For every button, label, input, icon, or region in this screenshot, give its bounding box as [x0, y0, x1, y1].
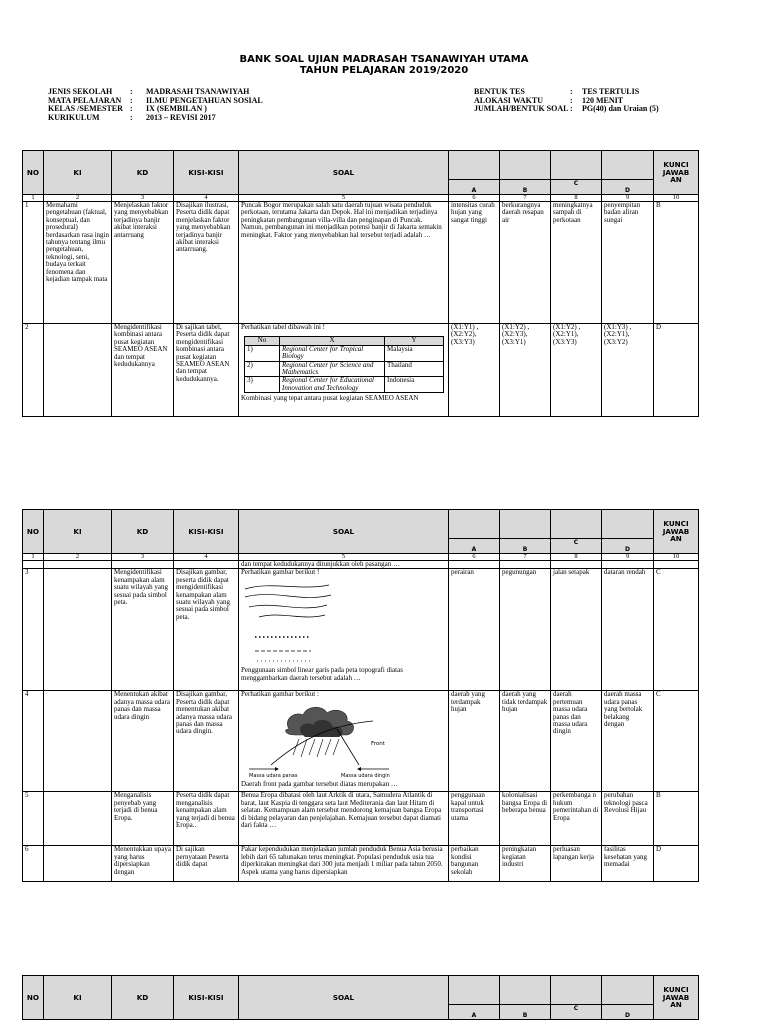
header-option-b: B	[500, 1005, 551, 1020]
option-c: meningkatnya sampah di perkotaan	[551, 202, 602, 324]
seameo-header-y: Y	[385, 337, 444, 345]
column-number: 10	[654, 554, 699, 561]
column-number: 10	[654, 195, 699, 202]
option-d: fasilitas kesehatan yang memadai	[602, 846, 654, 882]
front-label: Front	[371, 740, 385, 747]
question-number: 5	[23, 792, 44, 846]
question-kd: Menentukan akibat adanya massa udara panas dan massa udara dingin	[112, 691, 174, 792]
question-ki-empty	[44, 324, 112, 417]
header-option-a: A	[449, 1005, 500, 1020]
seameo-row	[245, 377, 444, 393]
seameo-no: 2)	[245, 361, 280, 377]
seameo-no: 1)	[245, 345, 280, 361]
meta-key: JENIS SEKOLAH	[48, 87, 113, 96]
meta-colon: :	[130, 95, 133, 105]
header-blank	[551, 510, 602, 539]
column-number: 2	[44, 195, 112, 202]
question-kd: Mengidentifikasi kenampakan alam suatu wilayah yang sesuai pada simbol peta.	[112, 569, 174, 691]
seameo-x: Regional Center for Tropical Biology	[280, 345, 385, 361]
option-d: penyempitan badan aliran sungai	[602, 202, 654, 324]
header-blank	[500, 510, 551, 539]
question-kd: Menganalisis penyebab yang terjadi di benua Eropa.	[112, 792, 174, 846]
cold-air-label: Massa udara dingin	[341, 772, 390, 779]
header-kunci-jawaban: KUNCI JAWAB AN	[654, 976, 699, 1020]
column-number: 5	[239, 554, 449, 561]
cell-empty	[551, 561, 602, 569]
question-kisi: Di sajikan tabel, Peserta didik dapat mengidentifikasi kombinasi antara pusat kegiatan SEAMEO ASEAN dan tempat kedudukannya.	[174, 324, 239, 417]
column-number: 6	[449, 195, 500, 202]
header-no: NO	[23, 976, 44, 1020]
question-number: 6	[23, 846, 44, 882]
option-b: peningkatan kegiatan industri	[500, 846, 551, 882]
question-kd: Mengidentifikasi kombinasi antara pusat kegiatan SEAMEO ASEAN dan tempat kedudukannya	[112, 324, 174, 417]
seameo-y: Thailand	[385, 361, 444, 377]
question-soal	[239, 691, 449, 792]
option-c: perkembanga n hukum pemerintahan di Eropa	[551, 792, 602, 846]
column-number: 2	[44, 554, 112, 561]
question-ki-empty	[44, 569, 112, 691]
meta-value: 120 MENIT	[582, 95, 624, 105]
soal-continuation: dan tempat kedudukannya ditunjukkan oleh pasangan …	[239, 561, 449, 569]
column-number: 8	[551, 195, 602, 202]
answer-key: B	[654, 792, 699, 846]
meta-right	[474, 88, 659, 114]
header-soal: SOAL	[239, 510, 449, 554]
header-row	[23, 151, 699, 180]
option-b: pegunungan	[500, 569, 551, 691]
option-c: daerah pertemuan massa udara panas dan massa udara dingin	[551, 691, 602, 792]
question-row	[23, 569, 699, 691]
meta-colon: :	[130, 104, 133, 113]
meta-row	[474, 105, 659, 114]
option-b: daerah yang tidak terdampak hujan	[500, 691, 551, 792]
seameo-header-no: No	[245, 337, 280, 345]
option-c: perluasan lapangan kerja	[551, 846, 602, 882]
meta-colon: :	[570, 95, 573, 105]
seameo-row	[245, 345, 444, 361]
question-ki: Memahami pengetahuan (faktual, konseptual, dan prosedural) berdasarkan rasa ingin tahunya tentang ilmu pengetahuan, teknologi, seni, budaya terkait fenomena dan kejadian tampak mata	[44, 202, 112, 324]
question-kd: Menjelaskan faktor yang menyebabkan terjadinya banjir akibat interaksi antarruang	[112, 202, 174, 324]
header-blank	[551, 151, 602, 180]
answer-key: C	[654, 691, 699, 792]
header-option-c: C	[551, 539, 602, 554]
seameo-x: Regional Center for Science and Mathematics	[280, 361, 385, 377]
option-d: (X1:Y3) , (X2:Y1), (X3:Y2)	[602, 324, 654, 417]
header-ki: KI	[44, 510, 112, 554]
meta-value: TES TERTULIS	[582, 87, 640, 96]
question-kisi: Peserta didik dapat menganalisis kenampakan alam yang terjadi di benua Eropa..	[174, 792, 239, 846]
meta-value: IX (SEMBILAN )	[146, 104, 207, 113]
header-option-b: B	[500, 539, 551, 554]
soal-end: Kombinasi yang tepat antara pusat kegiatan SEAMEO ASEAN	[241, 394, 419, 403]
column-number: 8	[551, 554, 602, 561]
document-title: BANK SOAL UJIAN MADRASAH TSANAWIYAH UTAMA	[239, 54, 529, 65]
header-option-b: B	[500, 180, 551, 195]
meta-value: 2013 – REVISI 2017	[146, 112, 216, 122]
column-number: 3	[112, 195, 174, 202]
header-kunci-jawaban: KUNCI JAWAB AN	[654, 510, 699, 554]
option-b: kolonialisasi bangsa Eropa di beberapa benua	[500, 792, 551, 846]
header-kd: KD	[112, 151, 174, 195]
column-number-row	[23, 554, 699, 561]
question-row	[23, 792, 699, 846]
option-a: penggunaan kapal untuk transportasi utama	[449, 792, 500, 846]
header-kisi-kisi: KISI-KISI	[174, 976, 239, 1020]
soal-intro: Perhatikan gambar berikut !	[241, 568, 320, 577]
meta-left	[48, 88, 263, 122]
meta-key: BENTUK TES	[474, 87, 525, 96]
cell-empty	[602, 561, 654, 569]
soal-intro: Perhatikan gambar berikut :	[241, 690, 319, 699]
seameo-row	[245, 361, 444, 377]
continuation-row	[23, 561, 699, 569]
column-number: 7	[500, 554, 551, 561]
meta-value: ILMU PENGETAHUAN SOSIAL	[146, 95, 263, 105]
hot-air-label: Massa udara panas	[249, 772, 298, 779]
question-number: 1	[23, 202, 44, 324]
answer-key: D	[654, 324, 699, 417]
option-c: (X1:Y2) , (X2:Y1), (X3:Y3)	[551, 324, 602, 417]
question-table-1	[22, 150, 699, 417]
cell-empty	[500, 561, 551, 569]
header-kd: KD	[112, 976, 174, 1020]
map-symbol-figure	[241, 577, 441, 665]
option-c: jalan setapak	[551, 569, 602, 691]
meta-key: ALOKASI WAKTU	[474, 95, 543, 105]
question-ki-empty	[44, 691, 112, 792]
question-kisi: Disajikan gambar, peserta didik dapat mengidentifikasi kenampakan alam suatu wilayah yang sesuai pada simbol peta.	[174, 569, 239, 691]
seameo-x: Regional Center for Educational Innovation and Technology	[280, 377, 385, 393]
seameo-no: 3)	[245, 377, 280, 393]
cell-empty	[23, 561, 44, 569]
header-ki: KI	[44, 151, 112, 195]
soal-intro: Perhatikan tabel dibawah ini !	[241, 323, 325, 331]
header-blank	[602, 976, 654, 1005]
question-soal	[239, 569, 449, 691]
option-a: daerah yang terdampak hujan	[449, 691, 500, 792]
meta-value: PG(40) dan Uraian (5)	[582, 104, 659, 113]
weather-front-figure	[241, 699, 441, 779]
header-blank	[449, 510, 500, 539]
header-option-d: D	[602, 1005, 654, 1020]
question-row	[23, 691, 699, 792]
meta-key: JUMLAH/BENTUK SOAL	[474, 104, 569, 113]
question-table-2	[22, 509, 699, 882]
column-number-row	[23, 195, 699, 202]
cell-empty	[174, 561, 239, 569]
answer-key: B	[654, 202, 699, 324]
meta-value: MADRASAH TSANAWIYAH	[146, 87, 250, 96]
meta-key: KURIKULUM	[48, 112, 100, 122]
header-option-a: A	[449, 180, 500, 195]
cell-empty	[112, 561, 174, 569]
seameo-header-row	[245, 337, 444, 345]
header-ki: KI	[44, 976, 112, 1020]
meta-key: KELAS /SEMESTER	[48, 104, 123, 113]
meta-colon: :	[130, 87, 133, 96]
header-kunci-jawaban: KUNCI JAWAB AN	[654, 151, 699, 195]
header-option-d: D	[602, 180, 654, 195]
header-option-c: C	[551, 180, 602, 195]
header-row	[23, 510, 699, 539]
question-kisi: Di sajikan pernyataan Peserta didik dapat	[174, 846, 239, 882]
column-number: 1	[23, 195, 44, 202]
question-soal: Pakar kependudukan menjelaskan jumlah penduduk Benua Asia berusia lebih dari 65 tahunakan terus meningkat. Populasi penduduk usia tua diperkirakan meningkat dari 300 juta menjadi 1 miliar pada tahun 2050. Aspek utama yang harus dipersiapkan	[239, 846, 449, 882]
column-number: 9	[602, 554, 654, 561]
option-d: daerah massa udara panas yang bertolak belakang dengan	[602, 691, 654, 792]
option-b: berkurangnya daerah resapan air	[500, 202, 551, 324]
soal-end: Penggunaan simbol linear garis pada peta topografi diatas menggambarkan daerah tersebut adalah …	[241, 666, 403, 682]
column-number: 5	[239, 195, 449, 202]
question-number: 3	[23, 569, 44, 691]
header-kisi-kisi: KISI-KISI	[174, 151, 239, 195]
column-number: 7	[500, 195, 551, 202]
cell-empty	[44, 561, 112, 569]
question-table-3	[22, 975, 699, 1020]
header-blank	[551, 976, 602, 1005]
column-number: 9	[602, 195, 654, 202]
meta-colon: :	[570, 104, 573, 113]
question-kd: Menentukkan upaya yang harus dipersiapkan dengan	[112, 846, 174, 882]
question-row	[23, 846, 699, 882]
column-number: 1	[23, 554, 44, 561]
header-blank	[500, 151, 551, 180]
header-kisi-kisi: KISI-KISI	[174, 510, 239, 554]
header-option-a: A	[449, 539, 500, 554]
header-soal: SOAL	[239, 151, 449, 195]
question-soal	[239, 324, 449, 417]
question-kisi: Disajikan gambar, Peserta didik dapat menentukan akibat adanya massa udara panas dan massa udara dingin.	[174, 691, 239, 792]
seameo-header-x: X	[280, 337, 385, 345]
meta-row	[48, 114, 263, 123]
option-b: (X1:Y2) , (X2:Y3), (X3:Y1)	[500, 324, 551, 417]
header-no: NO	[23, 151, 44, 195]
question-soal: Puncak Bogor merupakan salah satu daerah tujuan wisata penduduk perkotaan, terutama Jakarta dan Depok. Hal ini menjadikan terjadinya peningkatan pembangunan villa-villa dan penginapan di Puncak. Namun, pembangunan ini menjadikan potensi banjir di Jakarta semakin meningkat. Faktor yang menyebabkan hal tersebut terjadi adalah …	[239, 202, 449, 324]
cell-empty	[654, 561, 699, 569]
question-ki-empty	[44, 846, 112, 882]
answer-key: C	[654, 569, 699, 691]
header-option-d: D	[602, 539, 654, 554]
seameo-table	[244, 336, 444, 393]
header-blank	[449, 976, 500, 1005]
header-row	[23, 976, 699, 1005]
question-row	[23, 202, 699, 324]
header-blank	[602, 510, 654, 539]
meta-colon: :	[130, 112, 133, 122]
seameo-y: Indonesia	[385, 377, 444, 393]
column-number: 4	[174, 195, 239, 202]
question-row	[23, 324, 699, 417]
question-soal: Benua Eropa dibatasi oleh laut Arktik di utara, Samudera Atlantik di barat, laut Kaspia di tenggara seta laut Mediterania dan laut Hitam di selatan. Kemampuan alam tersebut mendorong kemajuan bangsa Eropa di bidang pelayaran dan penjelajahan. Kemajuan tersebut dapat diamati dari fakta …	[239, 792, 449, 846]
question-number: 2	[23, 324, 44, 417]
header-blank	[449, 151, 500, 180]
document-subtitle: TAHUN PELAJARAN 2019/2020	[299, 65, 469, 76]
soal-end: Daerah front pada gambar tersebut diatas merupakan …	[241, 780, 398, 789]
column-number: 4	[174, 554, 239, 561]
header-no: NO	[23, 510, 44, 554]
header-kd: KD	[112, 510, 174, 554]
column-number: 6	[449, 554, 500, 561]
column-number: 3	[112, 554, 174, 561]
header-blank	[500, 976, 551, 1005]
header-option-c: C	[551, 1005, 602, 1020]
header-soal: SOAL	[239, 976, 449, 1020]
option-a: (X1:Y1) , (X2:Y2), (X3:Y3)	[449, 324, 500, 417]
cell-empty	[449, 561, 500, 569]
option-d: perubahan teknologi pasca Revolusi Hijau	[602, 792, 654, 846]
question-ki-empty	[44, 792, 112, 846]
question-number: 4	[23, 691, 44, 792]
option-a: intensitas curah hujan yang sangat tinggi	[449, 202, 500, 324]
header-blank	[602, 151, 654, 180]
meta-colon: :	[570, 87, 573, 96]
option-a: perbaikan kondisi bangunan sekolah	[449, 846, 500, 882]
seameo-y: Malaysia	[385, 345, 444, 361]
question-kisi: Disajikan ilustrasi, Peserta didik dapat menjelaskan faktor yang menyebabkan terjadinya banjir akibat interaksi antarruang.	[174, 202, 239, 324]
option-d: dataran rendah	[602, 569, 654, 691]
answer-key: D	[654, 846, 699, 882]
meta-key: MATA PELAJARAN	[48, 95, 122, 105]
option-a: perairan	[449, 569, 500, 691]
